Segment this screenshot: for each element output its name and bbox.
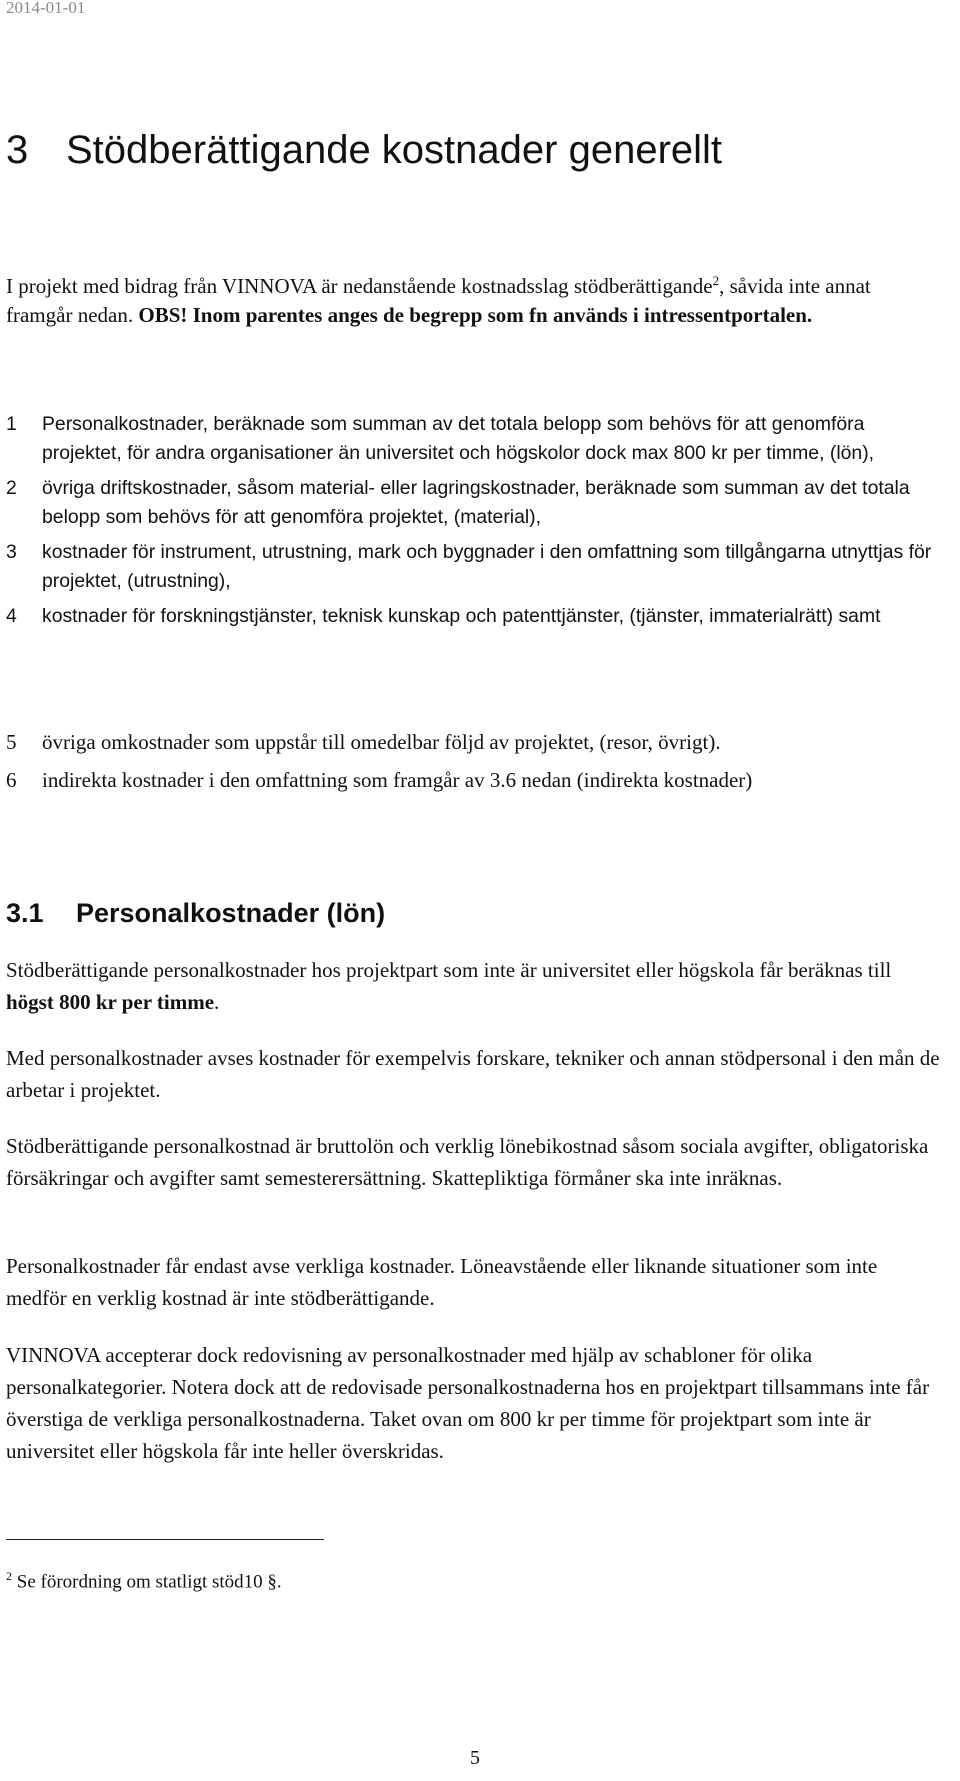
list-item (6, 728, 941, 757)
subsection-heading (6, 898, 385, 929)
list-item-number: 5 (6, 730, 17, 754)
list-item-text: övriga driftskostnader, såsom material- eller lagringskostnader, beräknade som summan av det totala belopp som behövs för att genomföra projektet, (material), (42, 477, 910, 528)
list-item-number: 2 (6, 477, 17, 499)
intro-text: I projekt med bidrag från VINNOVA är nedanstående kostnadsslag stödberättigande (6, 274, 713, 298)
list-item-text: Personalkostnader, beräknade som summan av det totala belopp som behövs för att genomföra projektet, för andra organisationer än universitet och högskolor dock max 800 kr per timme, (lön), (42, 413, 875, 464)
footnote (6, 1569, 282, 1593)
footnote-divider (6, 1539, 324, 1540)
footnote-text: Se förordning om statligt stöd10 §. (16, 1571, 282, 1593)
subsection-number: 3.1 (6, 898, 44, 928)
paragraph-bold: högst 800 kr per timme (6, 990, 215, 1014)
paragraph-actual-costs: Personalkostnader får endast avse verkliga kostnader. Löneavstående eller liknande situationer som inte medför en verklig kostnad är inte stödberättigande. (6, 1254, 878, 1310)
cost-type-list-continued (6, 728, 941, 801)
section-number: 3 (6, 128, 29, 172)
section-title: Stödberättigande kostnader generellt (66, 128, 723, 172)
intro-text-continued: , såvida inte annat framgår nedan. (6, 274, 871, 327)
paragraph-rate-limit (6, 954, 941, 1018)
paragraph-definition: Med personalkostnader avses kostnader för exempelvis forskare, tekniker och annan stödpersonal i den mån de arbetar i projektet. (6, 1046, 940, 1102)
list-item-number: 1 (6, 413, 17, 435)
list-item-number: 4 (6, 605, 17, 627)
paragraph-gross-salary: Stödberättigande personalkostnad är bruttolön och verklig lönebikostnad såsom sociala avgifter, obligatoriska försäkringar och avgifter samt semesterersättning. Skattepliktiga förmåner ska inte inräknas. (6, 1134, 929, 1190)
footnote-reference[interactable]: 2 (712, 273, 720, 288)
list-item-text: kostnader för instrument, utrustning, mark och byggnader i den omfattning som tillgångarna utnyttjas för projektet, (utrustning), (42, 541, 932, 592)
list-item-text: indirekta kostnader i den omfattning som framgår av 3.6 nedan (indirekta kostnader) (42, 768, 753, 792)
cost-type-list (6, 410, 941, 637)
footnote-marker: 2 (6, 1569, 12, 1583)
intro-paragraph (6, 272, 936, 330)
list-item-text: övriga omkostnader som uppstår till omedelbar följd av projektet, (resor, övrigt). (42, 730, 721, 754)
list-item-number: 3 (6, 541, 17, 563)
paragraph-text-end: . (214, 990, 220, 1014)
list-item-number: 6 (6, 768, 17, 792)
list-item (6, 410, 941, 468)
page-number: 5 (470, 1747, 480, 1769)
list-item (6, 474, 941, 532)
list-item-text: kostnader för forskningstjänster, teknisk kunskap och patenttjänster, (tjänster, immaterialrätt) samt (42, 605, 881, 627)
intro-note-bold: OBS! Inom parentes anges de begrepp som fn används i intressentportalen. (138, 303, 813, 327)
paragraph-templates: VINNOVA accepterar dock redovisning av personalkostnader med hjälp av schabloner för olika personalkategorier. Notera dock att de redovisade personalkostnaderna hos en projektpart tillsammans inte får överstiga de verkliga personalkostnaderna. Taket ovan om 800 kr per timme för projektpart som inte är universitet eller högskola får inte heller överskridas. (6, 1343, 930, 1463)
list-item (6, 538, 941, 596)
header-date: 2014-01-01 (6, 0, 86, 17)
section-heading (6, 128, 722, 173)
subsection-title: Personalkostnader (lön) (76, 898, 386, 928)
paragraph-text: Stödberättigande personalkostnader hos projektpart som inte är universitet eller högskola får beräknas till (6, 958, 892, 982)
list-item (6, 766, 941, 795)
list-item (6, 602, 941, 631)
